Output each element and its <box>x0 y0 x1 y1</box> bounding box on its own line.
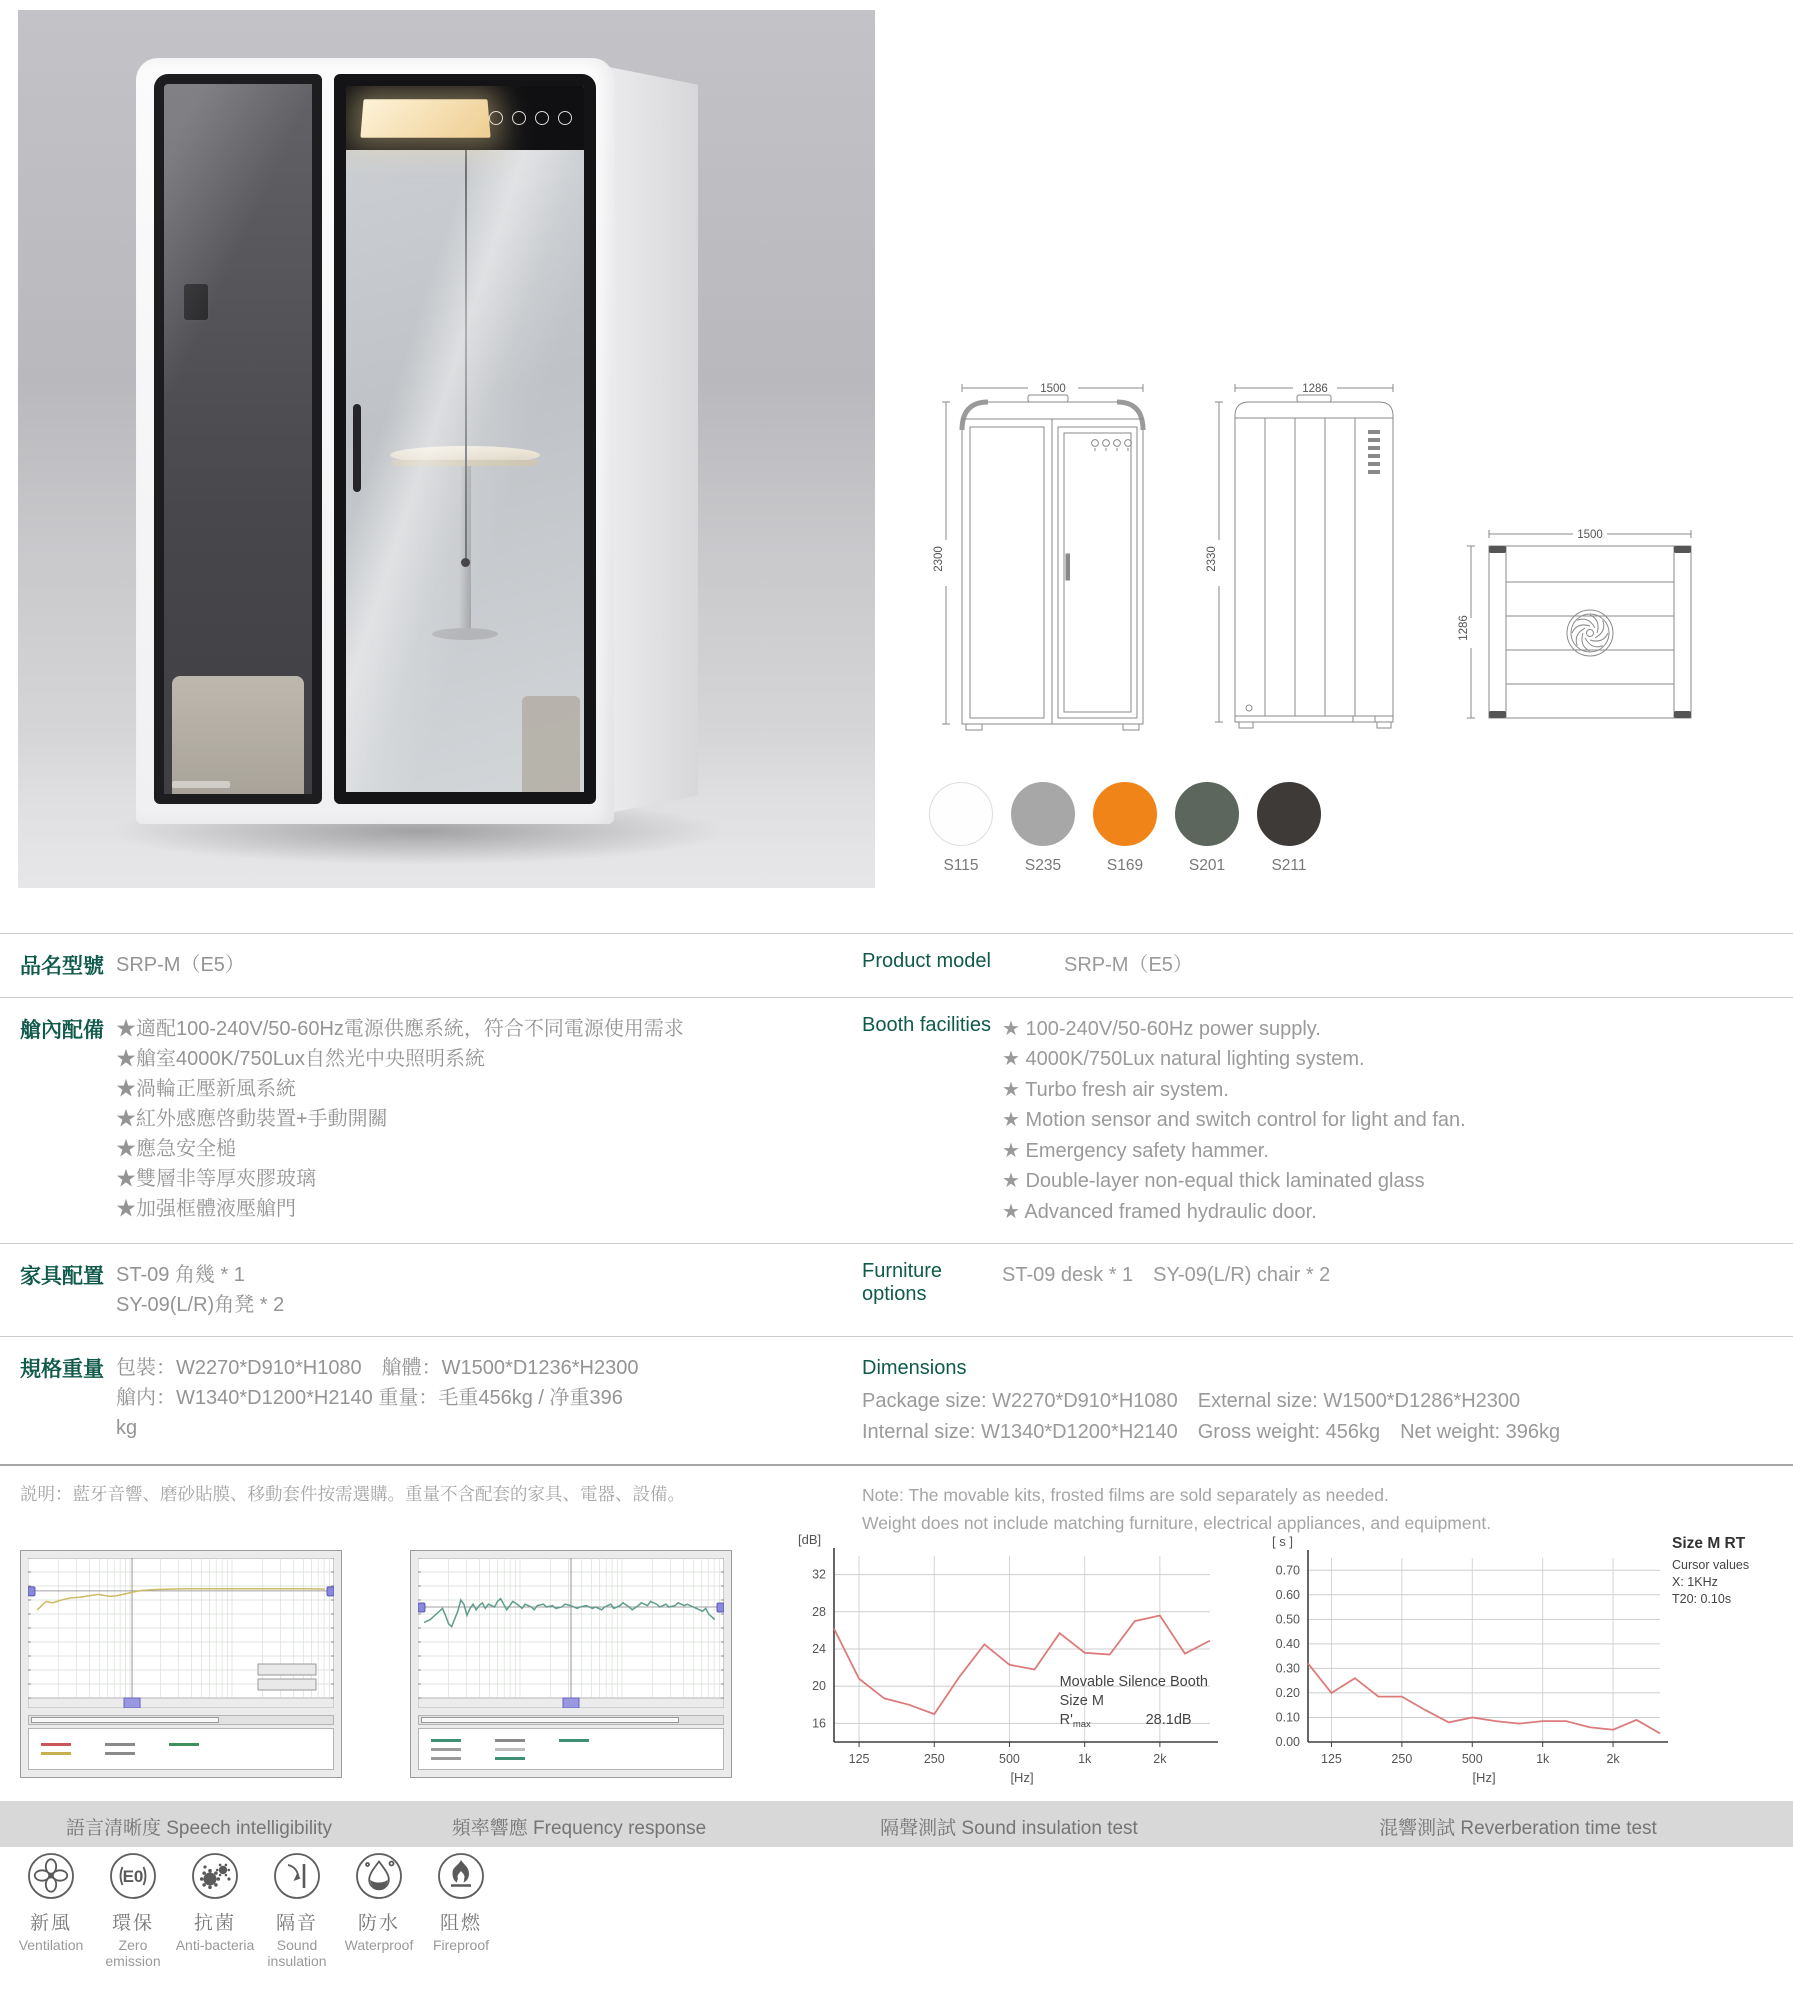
svg-text:Cursor values: Cursor values <box>1672 1558 1750 1572</box>
legend-mark <box>105 1752 135 1755</box>
bacteria-icon <box>191 1852 239 1900</box>
caption-frequency-response: 頻率響應 Frequency response <box>451 1818 707 1839</box>
legend-mark <box>495 1748 525 1751</box>
zh-size-lines <box>116 1353 862 1443</box>
facility-item-zh: ★艙室4000K/750Lux自然光中央照明系統 <box>116 1047 486 1070</box>
facility-item-en: ★ 4000K/750Lux natural lighting system. <box>1002 1048 1365 1070</box>
scrollbar-thumb <box>421 1717 679 1723</box>
analyzer-window <box>20 1550 342 1778</box>
svg-text:1k: 1k <box>1078 1752 1092 1766</box>
swatch-S115 <box>920 782 1002 875</box>
dim-top-depth: 1286 <box>1458 615 1470 641</box>
product-photo <box>18 10 875 888</box>
booth-control-header <box>346 86 584 150</box>
row-dimensions <box>0 1336 1793 1464</box>
analyzer-legend <box>418 1728 724 1770</box>
facility-item-zh: ★紅外感應啓動裝置+手動開關 <box>116 1107 388 1130</box>
swatch-S235 <box>1002 782 1084 875</box>
en-furniture-value: ST-09 desk * 1 SY-09(L/R) chair * 2 <box>1002 1264 1331 1286</box>
facility-item-en: ★ 100-240V/50-60Hz power supply. <box>1002 1017 1321 1040</box>
sound-insulation-icon <box>489 111 503 125</box>
booth-door <box>334 74 596 804</box>
facility-item-zh: ★加强框體液壓艙門 <box>116 1197 296 1220</box>
color-swatches <box>920 782 1330 875</box>
feature-icons-row <box>10 1852 502 1969</box>
analyzer-scrollbar <box>28 1715 334 1725</box>
svg-text:Size M: Size M <box>1059 1693 1104 1710</box>
legend-mark <box>169 1743 199 1746</box>
corner-posts <box>1489 546 1691 718</box>
booth-glass-window <box>154 74 322 804</box>
legend-mark <box>105 1743 135 1746</box>
analyzer-window <box>410 1550 732 1778</box>
svg-text:250: 250 <box>923 1752 945 1766</box>
booth-front-panel <box>136 58 614 824</box>
swatch-circle <box>929 782 993 846</box>
fan-icon <box>512 111 526 125</box>
feature-e0 <box>92 1852 174 1969</box>
zh-label-furniture: 家具配置 <box>20 1265 104 1288</box>
svg-text:250: 250 <box>1391 1752 1413 1766</box>
feature-label-en: Waterproof <box>344 1937 414 1953</box>
legend-row <box>431 1757 711 1760</box>
en-facilities-list <box>1002 1014 1466 1228</box>
feature-label-zh: 防水 <box>357 1913 400 1934</box>
svg-text:0.10: 0.10 <box>1275 1710 1300 1725</box>
drawing-side-view <box>1205 372 1410 737</box>
legend-mark <box>495 1739 525 1742</box>
svg-text:E0: E0 <box>122 1867 144 1886</box>
swatch-circle <box>1257 782 1321 846</box>
feature-waterproof <box>338 1852 420 1969</box>
size-line-zh: 包裝：W2270*D910*H1080 艙體：W1500*D1236*H2300 <box>116 1357 639 1379</box>
svg-text:[Hz]: [Hz] <box>1472 1770 1496 1785</box>
svg-text:Size M RT: Size M RT <box>1672 1535 1746 1552</box>
swatch-code: S115 <box>943 857 979 874</box>
analyzer-scrollbar <box>418 1715 724 1725</box>
svg-text:R'max: $R'_{max}$ <box>1059 1712 1091 1731</box>
svg-text:32: 32 <box>812 1567 826 1582</box>
svg-text:28: 28 <box>812 1604 826 1619</box>
legend-mark <box>431 1739 461 1742</box>
fan-icon <box>27 1852 75 1900</box>
svg-text:500: 500 <box>999 1752 1020 1766</box>
facility-item-zh: ★雙層非等厚夾膠玻璃 <box>116 1167 316 1190</box>
swatch-code: S201 <box>1188 857 1226 874</box>
booth-side-panel <box>604 66 698 814</box>
analyzer-plot <box>418 1558 724 1713</box>
control-icons <box>489 111 572 125</box>
size-line-zh: kg <box>116 1417 138 1439</box>
facility-item-en: ★ Double-layer non-equal thick laminated glass <box>1002 1170 1425 1192</box>
legend-row <box>431 1748 711 1751</box>
en-dimensions-block <box>862 1353 1560 1448</box>
dim-front-width: 1500 <box>1040 383 1066 395</box>
row-product-model <box>0 933 1793 997</box>
chart-frequency-response <box>398 1528 760 1792</box>
zh-furniture-lines <box>116 1260 862 1320</box>
svg-text:2k: 2k <box>1606 1752 1620 1766</box>
facility-item-en: ★ Advanced framed hydraulic door. <box>1002 1200 1317 1223</box>
legend-row <box>41 1743 321 1746</box>
note-line-en: Weight does not include matching furniture, electrical appliances, and equipment. <box>862 1513 1492 1533</box>
svg-text:24: 24 <box>812 1642 826 1656</box>
swatch-code: S169 <box>1106 857 1144 874</box>
svg-text:[ s ]: [ s ] <box>1272 1534 1293 1549</box>
caption-speech-intelligibility: 語言清晰度 Speech intelligibility <box>65 1818 333 1839</box>
en-value-model: SRP-M（E5） <box>1064 954 1193 976</box>
light-icon <box>535 111 549 125</box>
caption-reverberation-time: 混響測試 Reverberation time test <box>1379 1818 1657 1839</box>
legend-mark <box>431 1748 461 1751</box>
note-zh: 説明：藍牙音響、磨砂貼膜、移動套件按需選購。重量不含配套的家具、電器、設備。 <box>20 1484 685 1504</box>
note-line-en: Note: The movable kits, frosted films are sold separately as needed. <box>862 1485 1389 1505</box>
feature-label-en: Zero emission <box>105 1937 161 1969</box>
legend-mark <box>41 1743 71 1746</box>
legend-row <box>431 1739 711 1742</box>
swatch-circle <box>1175 782 1239 846</box>
e0-icon <box>109 1852 157 1900</box>
feature-sound-insulation <box>256 1852 338 1969</box>
en-size-lines <box>862 1386 1560 1448</box>
dim-front-height: 2300 <box>933 546 945 572</box>
dim-side-depth: 1286 <box>1302 383 1328 395</box>
door-glass-glare <box>346 150 584 792</box>
dim-side-height: 2330 <box>1206 546 1218 572</box>
row-furniture <box>0 1243 1793 1336</box>
svg-text:T20: 0.10s: T20: 0.10s <box>1672 1592 1732 1606</box>
facility-item-zh: ★適配100-240V/50-60Hz電源供應系統，符合不同電源使用需求 <box>116 1017 684 1040</box>
door-handle <box>353 404 361 492</box>
feature-label-en: Anti-bacteria <box>175 1937 255 1953</box>
feature-label-en: Sound insulation <box>267 1937 327 1969</box>
svg-text:2k: 2k <box>1153 1752 1167 1766</box>
swatch-circle <box>1093 782 1157 846</box>
svg-text:0.20: 0.20 <box>1275 1685 1300 1700</box>
svg-text:20: 20 <box>812 1679 826 1694</box>
sound-insulation-icon <box>273 1852 321 1900</box>
feature-label-zh: 抗菌 <box>193 1913 236 1934</box>
size-line-en: Internal size: W1340*D1200*H2140 Gross weight: 456kg Net weight: 396kg <box>862 1421 1561 1443</box>
facility-item-zh: ★應急安全槌 <box>116 1137 236 1160</box>
swatch-S211 <box>1248 782 1330 875</box>
legend-mark <box>431 1757 461 1760</box>
svg-text:[dB]: [dB] <box>798 1532 822 1547</box>
scrollbar-thumb <box>31 1717 219 1723</box>
swatch-S201 <box>1166 782 1248 875</box>
facility-item-en: ★ Emergency safety hammer. <box>1002 1139 1269 1162</box>
svg-text:0.70: 0.70 <box>1275 1563 1300 1578</box>
glass-glare <box>164 84 312 794</box>
en-label-dimensions: Dimensions <box>862 1357 967 1379</box>
chart-speech-intelligibility <box>18 1528 380 1792</box>
dim-top-width: 1500 <box>1577 529 1603 541</box>
zh-value-model: SRP-M（E5） <box>116 954 245 976</box>
en-label-furniture: Furniture options <box>862 1260 943 1305</box>
vent-grille <box>1368 430 1380 474</box>
booth-render <box>136 58 698 824</box>
feature-label-en: Ventilation <box>18 1937 84 1953</box>
en-label-facilities: Booth facilities <box>862 1013 991 1036</box>
svg-text:125: 125 <box>848 1752 870 1766</box>
feature-label-zh: 環保 <box>111 1913 154 1934</box>
svg-text:500: 500 <box>1461 1752 1483 1766</box>
facility-item-zh: ★渦輪正壓新風系統 <box>116 1077 296 1100</box>
svg-text:X: 1KHz: X: 1KHz <box>1672 1575 1718 1589</box>
zh-facilities-list <box>116 1014 862 1224</box>
furniture-line-zh: SY-09(L/R)角凳 * 2 <box>116 1294 285 1316</box>
legend-mark <box>559 1739 589 1742</box>
swatch-code: S211 <box>1271 857 1307 874</box>
legend-row <box>41 1752 321 1755</box>
size-line-en: Package size: W2270*D910*H1080 External size: W1500*D1286*H2300 <box>862 1390 1521 1412</box>
swatch-S169 <box>1084 782 1166 875</box>
svg-text:[Hz]: [Hz] <box>1010 1770 1034 1785</box>
drawing-front-view <box>930 372 1165 737</box>
fan-top-icon <box>1567 610 1613 656</box>
facility-item-en: ★ Turbo fresh air system. <box>1002 1078 1229 1101</box>
feature-bacteria <box>174 1852 256 1969</box>
size-line-zh: 艙内：W1340*D1200*H2140 重量：毛重456kg / 净重396 <box>116 1387 623 1409</box>
furniture-line-zh: ST-09 角幾 * 1 <box>116 1264 245 1286</box>
facility-item-en: ★ Motion sensor and switch control for light and fan. <box>1002 1109 1466 1131</box>
feature-label-zh: 阻燃 <box>439 1913 482 1934</box>
svg-text:Movable Silence Booth: Movable Silence Booth <box>1059 1674 1208 1691</box>
feature-label-en: Fireproof <box>432 1937 490 1953</box>
feature-label-zh: 新風 <box>29 1913 72 1934</box>
chart-reverberation-time <box>1248 1528 1788 1792</box>
analyzer-plot <box>28 1558 334 1713</box>
ceiling-light-panel <box>360 99 490 137</box>
svg-text:16: 16 <box>812 1716 826 1731</box>
svg-text:0.00: 0.00 <box>1275 1735 1300 1749</box>
spec-table <box>0 933 1793 1559</box>
swatch-code: S235 <box>1024 857 1062 874</box>
swatch-circle <box>1011 782 1075 846</box>
zh-label-facilities: 艙內配備 <box>20 1018 104 1042</box>
drawing-control-icons <box>1092 440 1132 451</box>
analyzer-legend <box>28 1728 334 1770</box>
waterproof-icon <box>355 1852 403 1900</box>
feature-fireproof <box>420 1852 502 1969</box>
feature-label-zh: 隔音 <box>275 1913 318 1934</box>
brand-label <box>172 781 230 788</box>
svg-text:125: 125 <box>1321 1752 1342 1766</box>
svg-text:28.1dB: 28.1dB <box>1145 1712 1192 1729</box>
legend-mark <box>495 1757 525 1760</box>
zh-label-size: 規格重量 <box>20 1358 104 1381</box>
en-label-model: Product model <box>862 950 991 972</box>
zh-label-model: 品名型號 <box>20 955 104 978</box>
svg-text:0.30: 0.30 <box>1275 1661 1300 1676</box>
svg-text:0.50: 0.50 <box>1275 1612 1300 1627</box>
svg-text:0.40: 0.40 <box>1275 1636 1300 1651</box>
fireproof-icon <box>437 1852 485 1900</box>
caption-sound-insulation: 隔聲測試 Sound insulation test <box>880 1818 1138 1839</box>
drawing-top-view <box>1455 520 1710 735</box>
svg-text:0.60: 0.60 <box>1275 1587 1300 1602</box>
power-icon <box>558 111 572 125</box>
legend-mark <box>41 1752 71 1755</box>
feature-fan <box>10 1852 92 1969</box>
svg-text:1k: 1k <box>1536 1752 1550 1766</box>
row-booth-facilities <box>0 997 1793 1244</box>
chart-sound-insulation <box>788 1528 1230 1792</box>
